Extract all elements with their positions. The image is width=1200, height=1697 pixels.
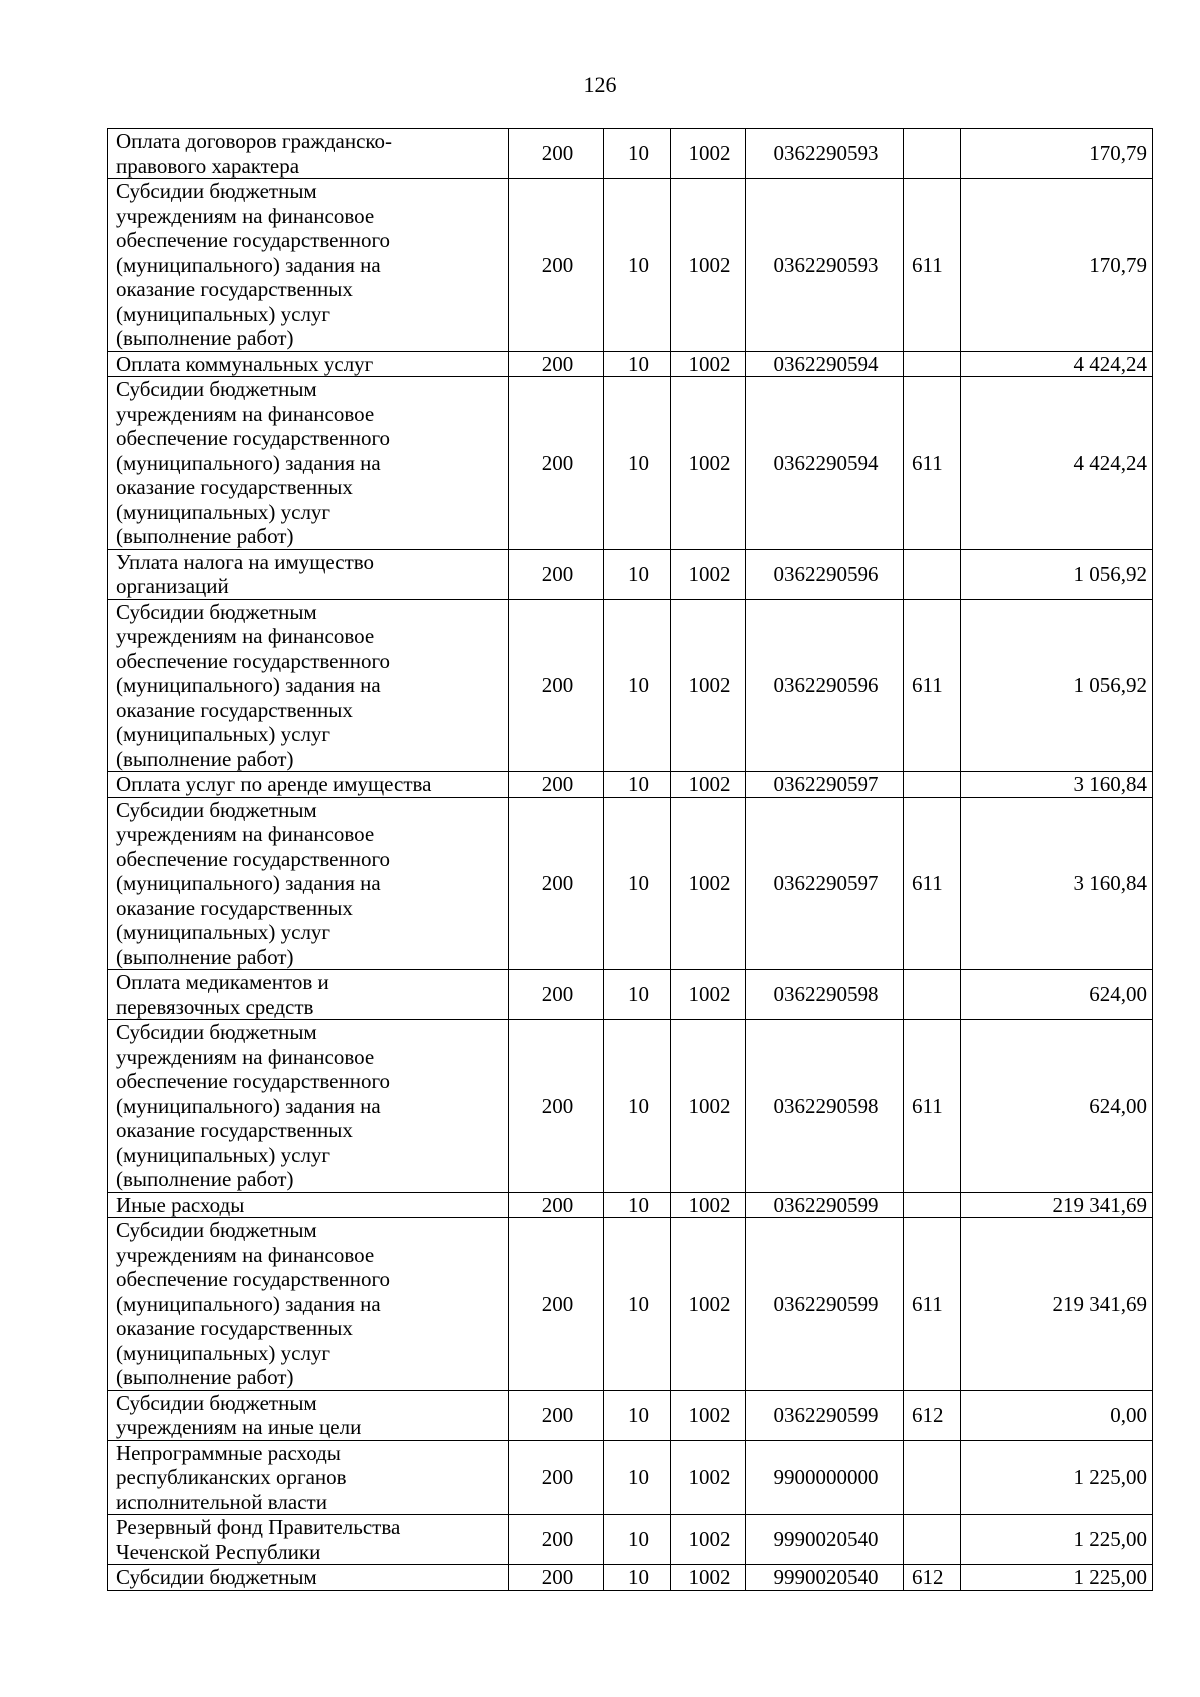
ministry-code-cell: 200 [509, 377, 604, 550]
expense-name-cell: Уплата налога на имущество организаций [108, 549, 509, 599]
page-number: 126 [583, 72, 617, 97]
table-row [108, 351, 1153, 377]
ministry-code-cell: 200 [509, 179, 604, 352]
table-row [108, 1218, 1153, 1391]
section-code-cell: 10 [604, 1565, 671, 1591]
target-article-cell: 0362290599 [746, 1390, 904, 1440]
expense-type-cell [904, 1440, 961, 1515]
section-code-cell: 10 [604, 1218, 671, 1391]
ministry-code-cell: 200 [509, 1218, 604, 1391]
table-row [108, 599, 1153, 772]
amount-cell: 1 056,92 [961, 549, 1153, 599]
subsection-code-cell: 1002 [671, 1390, 746, 1440]
expense-type-cell [904, 1515, 961, 1565]
expense-name-cell: Субсидии бюджетным учреждениям на финансовое обеспечение государственного (муниципального) задания на оказание государственных (муниципальных) услуг (выполнение работ) [108, 179, 509, 352]
expense-type-cell: 611 [904, 1218, 961, 1391]
expense-name-cell: Субсидии бюджетным учреждениям на финансовое обеспечение государственного (муниципального) задания на оказание государственных (муниципальных) услуг (выполнение работ) [108, 599, 509, 772]
expense-name-cell: Оплата договоров гражданско- правового характера [108, 129, 509, 179]
expense-name-cell: Субсидии бюджетным [108, 1565, 509, 1591]
expense-type-cell: 612 [904, 1565, 961, 1591]
section-code-cell: 10 [604, 549, 671, 599]
expense-name-cell: Оплата услуг по аренде имущества [108, 772, 509, 798]
subsection-code-cell: 1002 [671, 549, 746, 599]
target-article-cell: 0362290598 [746, 970, 904, 1020]
table-row [108, 549, 1153, 599]
target-article-cell: 0362290596 [746, 549, 904, 599]
expense-type-cell [904, 970, 961, 1020]
amount-cell: 170,79 [961, 129, 1153, 179]
amount-cell: 4 424,24 [961, 377, 1153, 550]
subsection-code-cell: 1002 [671, 1565, 746, 1591]
section-code-cell: 10 [604, 1390, 671, 1440]
target-article-cell: 0362290594 [746, 377, 904, 550]
table-row [108, 129, 1153, 179]
section-code-cell: 10 [604, 1515, 671, 1565]
ministry-code-cell: 200 [509, 1440, 604, 1515]
section-code-cell: 10 [604, 1192, 671, 1218]
section-code-cell: 10 [604, 1440, 671, 1515]
expense-type-cell [904, 549, 961, 599]
target-article-cell: 0362290598 [746, 1020, 904, 1193]
ministry-code-cell: 200 [509, 129, 604, 179]
expense-type-cell: 611 [904, 179, 961, 352]
subsection-code-cell: 1002 [671, 1020, 746, 1193]
expense-name-cell: Резервный фонд Правительства Чеченской Республики [108, 1515, 509, 1565]
table-row [108, 1192, 1153, 1218]
expense-type-cell: 611 [904, 599, 961, 772]
expense-name-cell: Субсидии бюджетным учреждениям на иные цели [108, 1390, 509, 1440]
expense-name-cell: Субсидии бюджетным учреждениям на финансовое обеспечение государственного (муниципального) задания на оказание государственных (муниципальных) услуг (выполнение работ) [108, 1218, 509, 1391]
target-article-cell: 0362290599 [746, 1192, 904, 1218]
ministry-code-cell: 200 [509, 1020, 604, 1193]
table-row [108, 772, 1153, 798]
table-row [108, 970, 1153, 1020]
ministry-code-cell: 200 [509, 797, 604, 970]
expense-name-cell: Оплата медикаментов и перевязочных средств [108, 970, 509, 1020]
budget-table [107, 128, 1153, 1591]
ministry-code-cell: 200 [509, 549, 604, 599]
target-article-cell: 9900000000 [746, 1440, 904, 1515]
subsection-code-cell: 1002 [671, 129, 746, 179]
subsection-code-cell: 1002 [671, 772, 746, 798]
subsection-code-cell: 1002 [671, 377, 746, 550]
section-code-cell: 10 [604, 129, 671, 179]
amount-cell: 170,79 [961, 179, 1153, 352]
target-article-cell: 9990020540 [746, 1515, 904, 1565]
table-row [108, 797, 1153, 970]
expense-name-cell: Субсидии бюджетным учреждениям на финансовое обеспечение государственного (муниципального) задания на оказание государственных (муниципальных) услуг (выполнение работ) [108, 1020, 509, 1193]
section-code-cell: 10 [604, 797, 671, 970]
table-row [108, 1390, 1153, 1440]
amount-cell: 3 160,84 [961, 772, 1153, 798]
ministry-code-cell: 200 [509, 772, 604, 798]
expense-type-cell [904, 1192, 961, 1218]
ministry-code-cell: 200 [509, 970, 604, 1020]
subsection-code-cell: 1002 [671, 1192, 746, 1218]
subsection-code-cell: 1002 [671, 797, 746, 970]
amount-cell: 624,00 [961, 970, 1153, 1020]
ministry-code-cell: 200 [509, 1192, 604, 1218]
amount-cell: 0,00 [961, 1390, 1153, 1440]
subsection-code-cell: 1002 [671, 351, 746, 377]
subsection-code-cell: 1002 [671, 1440, 746, 1515]
expense-type-cell [904, 351, 961, 377]
amount-cell: 4 424,24 [961, 351, 1153, 377]
expense-type-cell: 611 [904, 377, 961, 550]
target-article-cell: 0362290597 [746, 797, 904, 970]
amount-cell: 1 225,00 [961, 1515, 1153, 1565]
target-article-cell: 0362290597 [746, 772, 904, 798]
ministry-code-cell: 200 [509, 1515, 604, 1565]
amount-cell: 1 225,00 [961, 1440, 1153, 1515]
subsection-code-cell: 1002 [671, 179, 746, 352]
ministry-code-cell: 200 [509, 599, 604, 772]
table-row [108, 377, 1153, 550]
amount-cell: 624,00 [961, 1020, 1153, 1193]
section-code-cell: 10 [604, 599, 671, 772]
expense-name-cell: Иные расходы [108, 1192, 509, 1218]
expense-name-cell: Субсидии бюджетным учреждениям на финансовое обеспечение государственного (муниципального) задания на оказание государственных (муниципальных) услуг (выполнение работ) [108, 797, 509, 970]
expense-name-cell: Непрограммные расходы республиканских органов исполнительной власти [108, 1440, 509, 1515]
ministry-code-cell: 200 [509, 351, 604, 377]
table-row [108, 1440, 1153, 1515]
table-row [108, 1565, 1153, 1591]
ministry-code-cell: 200 [509, 1565, 604, 1591]
expense-name-cell: Оплата коммунальных услуг [108, 351, 509, 377]
subsection-code-cell: 1002 [671, 970, 746, 1020]
section-code-cell: 10 [604, 377, 671, 550]
table-row [108, 1020, 1153, 1193]
section-code-cell: 10 [604, 351, 671, 377]
subsection-code-cell: 1002 [671, 599, 746, 772]
expense-type-cell: 612 [904, 1390, 961, 1440]
expense-type-cell [904, 129, 961, 179]
table-row [108, 1515, 1153, 1565]
target-article-cell: 0362290599 [746, 1218, 904, 1391]
section-code-cell: 10 [604, 970, 671, 1020]
section-code-cell: 10 [604, 1020, 671, 1193]
expense-name-cell: Субсидии бюджетным учреждениям на финансовое обеспечение государственного (муниципального) задания на оказание государственных (муниципальных) услуг (выполнение работ) [108, 377, 509, 550]
amount-cell: 219 341,69 [961, 1218, 1153, 1391]
target-article-cell: 0362290594 [746, 351, 904, 377]
amount-cell: 3 160,84 [961, 797, 1153, 970]
expense-type-cell: 611 [904, 797, 961, 970]
expense-type-cell [904, 772, 961, 798]
section-code-cell: 10 [604, 179, 671, 352]
section-code-cell: 10 [604, 772, 671, 798]
subsection-code-cell: 1002 [671, 1218, 746, 1391]
expense-type-cell: 611 [904, 1020, 961, 1193]
amount-cell: 1 225,00 [961, 1565, 1153, 1591]
target-article-cell: 0362290593 [746, 179, 904, 352]
ministry-code-cell: 200 [509, 1390, 604, 1440]
target-article-cell: 9990020540 [746, 1565, 904, 1591]
amount-cell: 1 056,92 [961, 599, 1153, 772]
target-article-cell: 0362290593 [746, 129, 904, 179]
budget-table-body [108, 129, 1153, 1591]
table-row [108, 179, 1153, 352]
amount-cell: 219 341,69 [961, 1192, 1153, 1218]
subsection-code-cell: 1002 [671, 1515, 746, 1565]
target-article-cell: 0362290596 [746, 599, 904, 772]
